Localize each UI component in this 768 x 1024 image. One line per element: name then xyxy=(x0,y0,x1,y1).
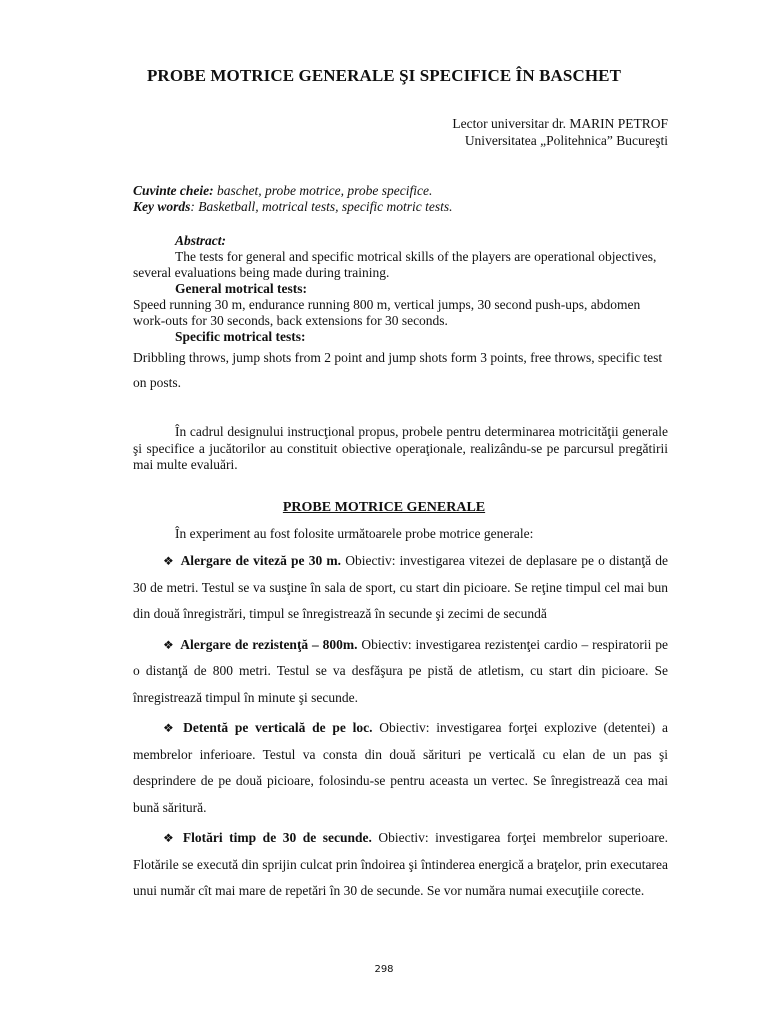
item-lead: Flotări timp de 30 de secunde. xyxy=(182,830,372,845)
abstract-block xyxy=(133,233,673,395)
list-item xyxy=(133,825,668,905)
keywords-en-value: : Basketball, motrical tests, specific motric tests. xyxy=(190,199,453,214)
author-affiliation: Universitatea „Politehnica” Bucureşti xyxy=(464,133,668,148)
general-tests-heading: General motrical tests: xyxy=(175,281,307,296)
author-block xyxy=(452,115,668,149)
diamond-bullet-icon: ❖ xyxy=(163,554,175,568)
item-lead: Alergare de viteză pe 30 m. xyxy=(180,553,342,568)
abstract-text: The tests for general and specific motrical skills of the players are operational objectives, several evaluations being made during training. xyxy=(133,249,657,280)
list-item xyxy=(133,715,668,821)
item-text: Obiectiv: investigarea forţei explozive (detentei) a membrelor inferioare. Testul va consta din două sărituri pe verticală cu elan de un pas şi desprindere de pe două picioare, folosindu-se pentru aceasta un vertec. Se înregistrează cea mai bună săritură. xyxy=(133,720,668,815)
tests-list xyxy=(133,548,668,909)
keywords-block xyxy=(133,183,673,215)
item-text: Obiectiv: investigarea rezistenţei cardio – respiratorii pe o distanţă de 800 metri. Testul se va desfăşura pe pistă de atletism, cu start din picioare. Se înregistrează timpul în minute şi secunde. xyxy=(133,636,668,705)
specific-tests-heading: Specific motrical tests: xyxy=(175,329,306,344)
item-text: Obiectiv: investigarea vitezei de deplasare pe o distanţă de 30 de metri. Testul se va susţine în sala de sport, cu start din picioare. Se reţine timpul cel mai bun din două înregistrări, timpul se înregistrează în secunde şi zecimi de secundă xyxy=(133,553,668,621)
paper-title: PROBE MOTRICE GENERALE ŞI SPECIFICE ÎN BASCHET xyxy=(146,66,622,85)
item-lead: Alergare de rezistenţă – 800m. xyxy=(180,636,358,652)
item-text: Obiectiv: investigarea forţei membrelor superioare. Flotările se execută din sprijin culcat prin îndoirea şi întinderea energică a braţelor, prin executarea unui număr cît mai mare de repetări în 30 de secunde. Se vor număra numai execuţiile corecte. xyxy=(133,830,668,898)
diamond-bullet-icon: ❖ xyxy=(163,721,178,735)
diamond-bullet-icon: ❖ xyxy=(163,637,175,652)
author-name: Lector universitar dr. MARIN PETROF xyxy=(452,116,668,131)
list-item xyxy=(133,632,668,712)
keywords-en-label: Key words xyxy=(133,199,191,214)
page-number: 298 xyxy=(374,964,394,975)
keywords-ro-label: Cuvinte cheie: xyxy=(133,183,214,198)
diamond-bullet-icon: ❖ xyxy=(163,831,177,845)
specific-tests-text: Dribbling throws, jump shots from 2 point and jump shots form 3 points, free throws, specific test on posts. xyxy=(133,350,663,390)
item-lead: Detentă pe verticală de pe loc. xyxy=(183,720,373,735)
abstract-heading: Abstract: xyxy=(175,233,227,248)
list-item xyxy=(133,548,668,628)
section-heading: PROBE MOTRICE GENERALE xyxy=(282,500,486,515)
general-tests-text: Speed running 30 m, endurance running 800 m, vertical jumps, 30 second push-ups, abdomen work-outs for 30 seconds, back extensions for 30 seconds. xyxy=(133,297,641,328)
keywords-ro-value: baschet, probe motrice, probe specifice. xyxy=(213,183,433,198)
intro-paragraph: În cadrul designului instrucţional propus, probele pentru determinarea motricităţii generale şi specifice a jucătorilor au constituit obiective operaţionale, realizându-se pe parcursul pregătirii mai multe evaluări. xyxy=(133,424,668,472)
section-intro: În experiment au fost folosite următoarele probe motrice generale: xyxy=(175,526,534,541)
